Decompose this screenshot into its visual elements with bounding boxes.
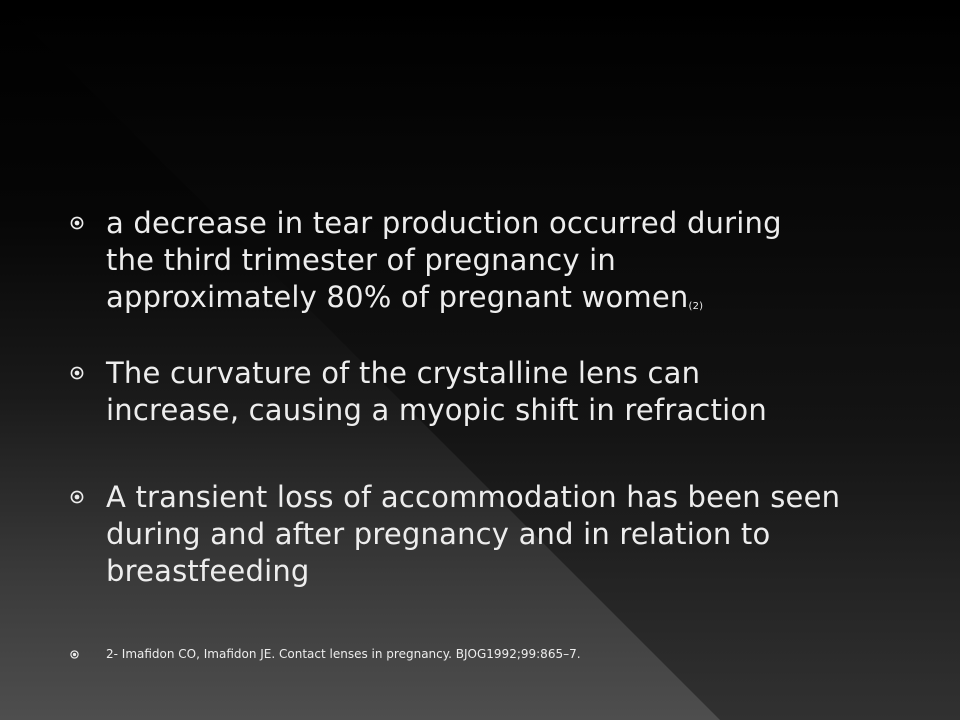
bullet-line: The curvature of the crystalline lens can	[106, 356, 701, 390]
citation-marker: (2)	[688, 301, 704, 312]
bullet-line: a decrease in tear production occurred during	[106, 206, 782, 240]
bullet-item	[70, 479, 930, 590]
bullet-line-text: approximately 80% of pregnant women	[106, 280, 689, 314]
bullet-line: increase, causing a myopic shift in refraction	[106, 393, 767, 427]
bullet-line: the third trimester of pregnancy in	[106, 243, 616, 277]
reference-item	[70, 645, 930, 663]
bullet-text	[106, 479, 840, 590]
bullet-line	[106, 279, 782, 325]
circled-dot-icon	[70, 645, 106, 659]
circled-dot-icon	[70, 479, 106, 504]
reference-text: 2- Imafidon CO, Imafidon JE. Contact lenses in pregnancy. BJOG1992;99:865–7.	[106, 647, 581, 661]
bullet-list	[70, 205, 930, 663]
bullet-line: during and after pregnancy and in relation to	[106, 517, 771, 551]
circled-dot-icon	[70, 205, 106, 230]
bullet-text	[106, 205, 782, 325]
bullet-text	[106, 355, 767, 429]
bullet-item	[70, 355, 930, 429]
circled-dot-icon	[70, 355, 106, 380]
bullet-line: A transient loss of accommodation has been seen	[106, 480, 841, 514]
bullet-line: breastfeeding	[106, 554, 310, 588]
bullet-item	[70, 205, 930, 325]
